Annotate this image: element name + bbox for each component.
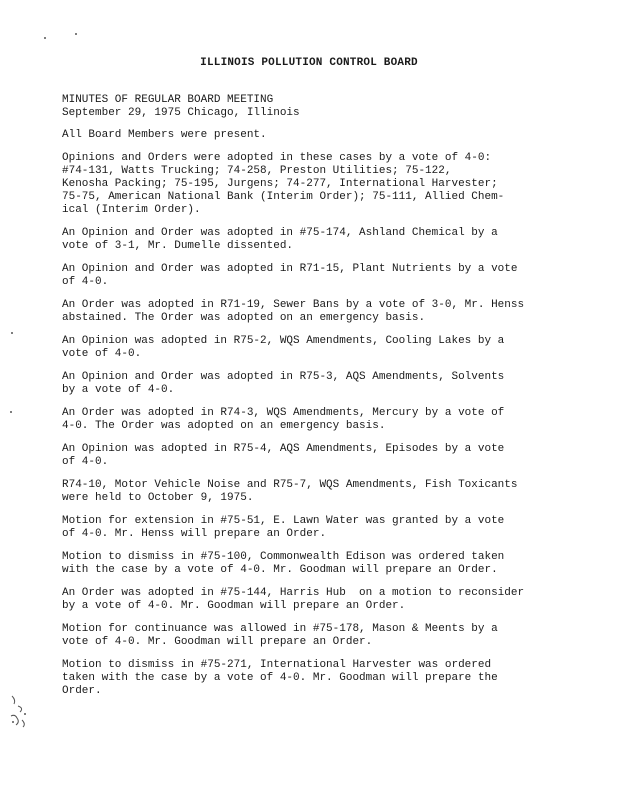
scan-speck <box>75 33 77 35</box>
scan-speck <box>10 411 12 413</box>
minutes-body <box>62 129 562 708</box>
minutes-paragraph: Motion to dismiss in #75-100, Commonwealth Edison was ordered taken with the case by a vote of 4-0. Mr. Goodman will prepare an Order. <box>62 551 505 576</box>
document-title: ILLINOIS POLLUTION CONTROL BOARD <box>200 57 418 69</box>
minutes-paragraph: Motion for continuance was allowed in #75-178, Mason & Meents by a vote of 4-0. Mr. Goodman will prepare an Order. <box>62 623 498 648</box>
minutes-paragraph: An Order was adopted in #75-144, Harris Hub on a motion to reconsider by a vote of 4-0. Mr. Goodman will prepare an Order. <box>62 587 525 612</box>
minutes-paragraph: An Order was adopted in R71-19, Sewer Bans by a vote of 3-0, Mr. Henss abstained. The Order was adopted on an emergency basis. <box>62 299 525 324</box>
scan-speck <box>11 332 13 334</box>
minutes-paragraph: Motion to dismiss in #75-271, International Harvester was ordered taken with the case by a vote of 4-0. Mr. Goodman will prepare the Order. <box>62 659 498 697</box>
scan-artifact <box>8 692 30 730</box>
meeting-subtitle: MINUTES OF REGULAR BOARD MEETING <box>62 94 274 106</box>
meeting-date-line: September 29, 1975 Chicago, Illinois <box>62 107 300 119</box>
minutes-paragraph: Opinions and Orders were adopted in these cases by a vote of 4-0: #74-131, Watts Trucking; 74-258, Preston Utilities; 75-122, Kenosha Packing; 75-195, Jurgens; 74-277, International Harvester; 75-75, American National Bank (Interim Order); 75-111, Allied Chem- ical (Interim Order). <box>62 152 505 216</box>
minutes-paragraph: R74-10, Motor Vehicle Noise and R75-7, WQS Amendments, Fish Toxicants were held to October 9, 1975. <box>62 479 518 504</box>
minutes-paragraph: An Opinion was adopted in R75-2, WQS Amendments, Cooling Lakes by a vote of 4-0. <box>62 335 505 360</box>
minutes-paragraph: An Opinion and Order was adopted in R71-15, Plant Nutrients by a vote of 4-0. <box>62 263 518 288</box>
minutes-paragraph: An Opinion and Order was adopted in R75-3, AQS Amendments, Solvents by a vote of 4-0. <box>62 371 505 396</box>
minutes-paragraph: An Opinion and Order was adopted in #75-174, Ashland Chemical by a vote of 3-1, Mr. Dumelle dissented. <box>62 227 498 252</box>
minutes-paragraph: An Opinion was adopted in R75-4, AQS Amendments, Episodes by a vote of 4-0. <box>62 443 505 468</box>
minutes-paragraph: An Order was adopted in R74-3, WQS Amendments, Mercury by a vote of 4-0. The Order was adopted on an emergency basis. <box>62 407 505 432</box>
meeting-header <box>62 94 300 120</box>
scan-speck <box>44 37 46 39</box>
minutes-paragraph: All Board Members were present. <box>62 129 267 141</box>
minutes-paragraph: Motion for extension in #75-51, E. Lawn Water was granted by a vote of 4-0. Mr. Henss will prepare an Order. <box>62 515 505 540</box>
